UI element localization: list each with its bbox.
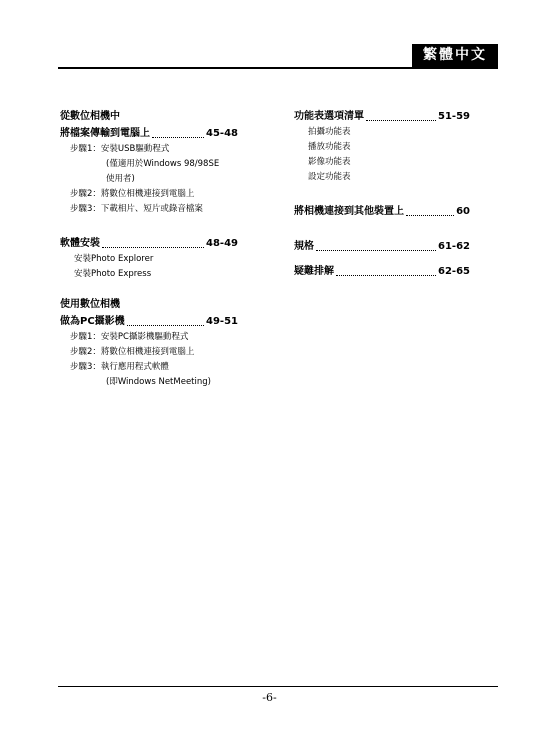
step-item: 步驟3：執行應用程式軟體 — [70, 362, 169, 372]
sub-item: 影像功能表 — [308, 157, 351, 167]
toc-entry-label: 將相機連接到其他裝置上 — [294, 206, 404, 217]
sub-item: 安裝Photo Express — [74, 269, 152, 279]
section-title-use-camera: 使用數位相機 — [60, 299, 120, 310]
toc-entry-label: 規格 — [294, 241, 314, 252]
step-note: 使用者) — [106, 174, 135, 184]
dot-leader — [316, 250, 436, 251]
dot-leader — [336, 275, 436, 276]
toc-entry-troubleshooting[interactable] — [294, 263, 470, 280]
dot-leader — [406, 215, 454, 216]
toc-left-column — [60, 108, 238, 390]
step-item: 步驟1：安裝PC攝影機驅動程式 — [70, 332, 189, 342]
step-item: 步驟3：下載相片、短片或錄音檔案 — [70, 204, 203, 214]
sub-item: 播放功能表 — [308, 142, 351, 152]
footer-rule — [58, 686, 498, 687]
toc-entry-pages: 49-51 — [206, 316, 238, 327]
toc-entry-pages: 62-65 — [438, 266, 470, 277]
toc-entry-label: 將檔案傳輸到電腦上 — [60, 128, 150, 139]
toc-entry-software-install[interactable] — [60, 235, 238, 252]
toc-entry-pages: 61-62 — [438, 241, 470, 252]
step-item: 步驟1：安裝USB驅動程式 — [70, 144, 170, 154]
header-rule — [58, 67, 498, 69]
toc-right-column — [294, 108, 470, 280]
step-item: 步驟2：將數位相機連接到電腦上 — [70, 347, 195, 357]
toc-entry-pc-camera[interactable] — [60, 313, 238, 330]
sub-item: 設定功能表 — [308, 172, 351, 182]
section-title-transfer: 從數位相機中 — [60, 111, 120, 122]
toc-entry-connect-devices[interactable] — [294, 203, 470, 220]
toc-entry-transfer-files[interactable] — [60, 125, 238, 142]
page-number: -6- — [262, 691, 277, 704]
toc-entry-label: 功能表選項清單 — [294, 111, 364, 122]
dot-leader — [366, 120, 436, 121]
sub-item: 安裝Photo Explorer — [74, 254, 154, 264]
toc-entry-pages: 60 — [456, 206, 470, 217]
toc-entry-label: 軟體安裝 — [60, 238, 100, 249]
toc-entry-specifications[interactable] — [294, 238, 470, 255]
toc-entry-menu-options[interactable] — [294, 108, 470, 125]
dot-leader — [102, 247, 204, 248]
step-item: 步驟2：將數位相機連接到電腦上 — [70, 189, 195, 199]
step-note: (即Windows NetMeeting) — [106, 377, 211, 387]
step-note: (僅適用於Windows 98/98SE — [106, 159, 220, 169]
toc-entry-pages: 51-59 — [438, 111, 470, 122]
sub-item: 拍攝功能表 — [308, 127, 351, 137]
language-tab: 繁體中文 — [412, 44, 498, 67]
dot-leader — [127, 325, 204, 326]
toc-entry-pages: 45-48 — [206, 128, 238, 139]
toc-entry-label: 疑難排解 — [294, 266, 334, 277]
dot-leader — [152, 137, 204, 138]
toc-entry-pages: 48-49 — [206, 238, 238, 249]
toc-entry-label: 做為PC攝影機 — [60, 316, 125, 327]
